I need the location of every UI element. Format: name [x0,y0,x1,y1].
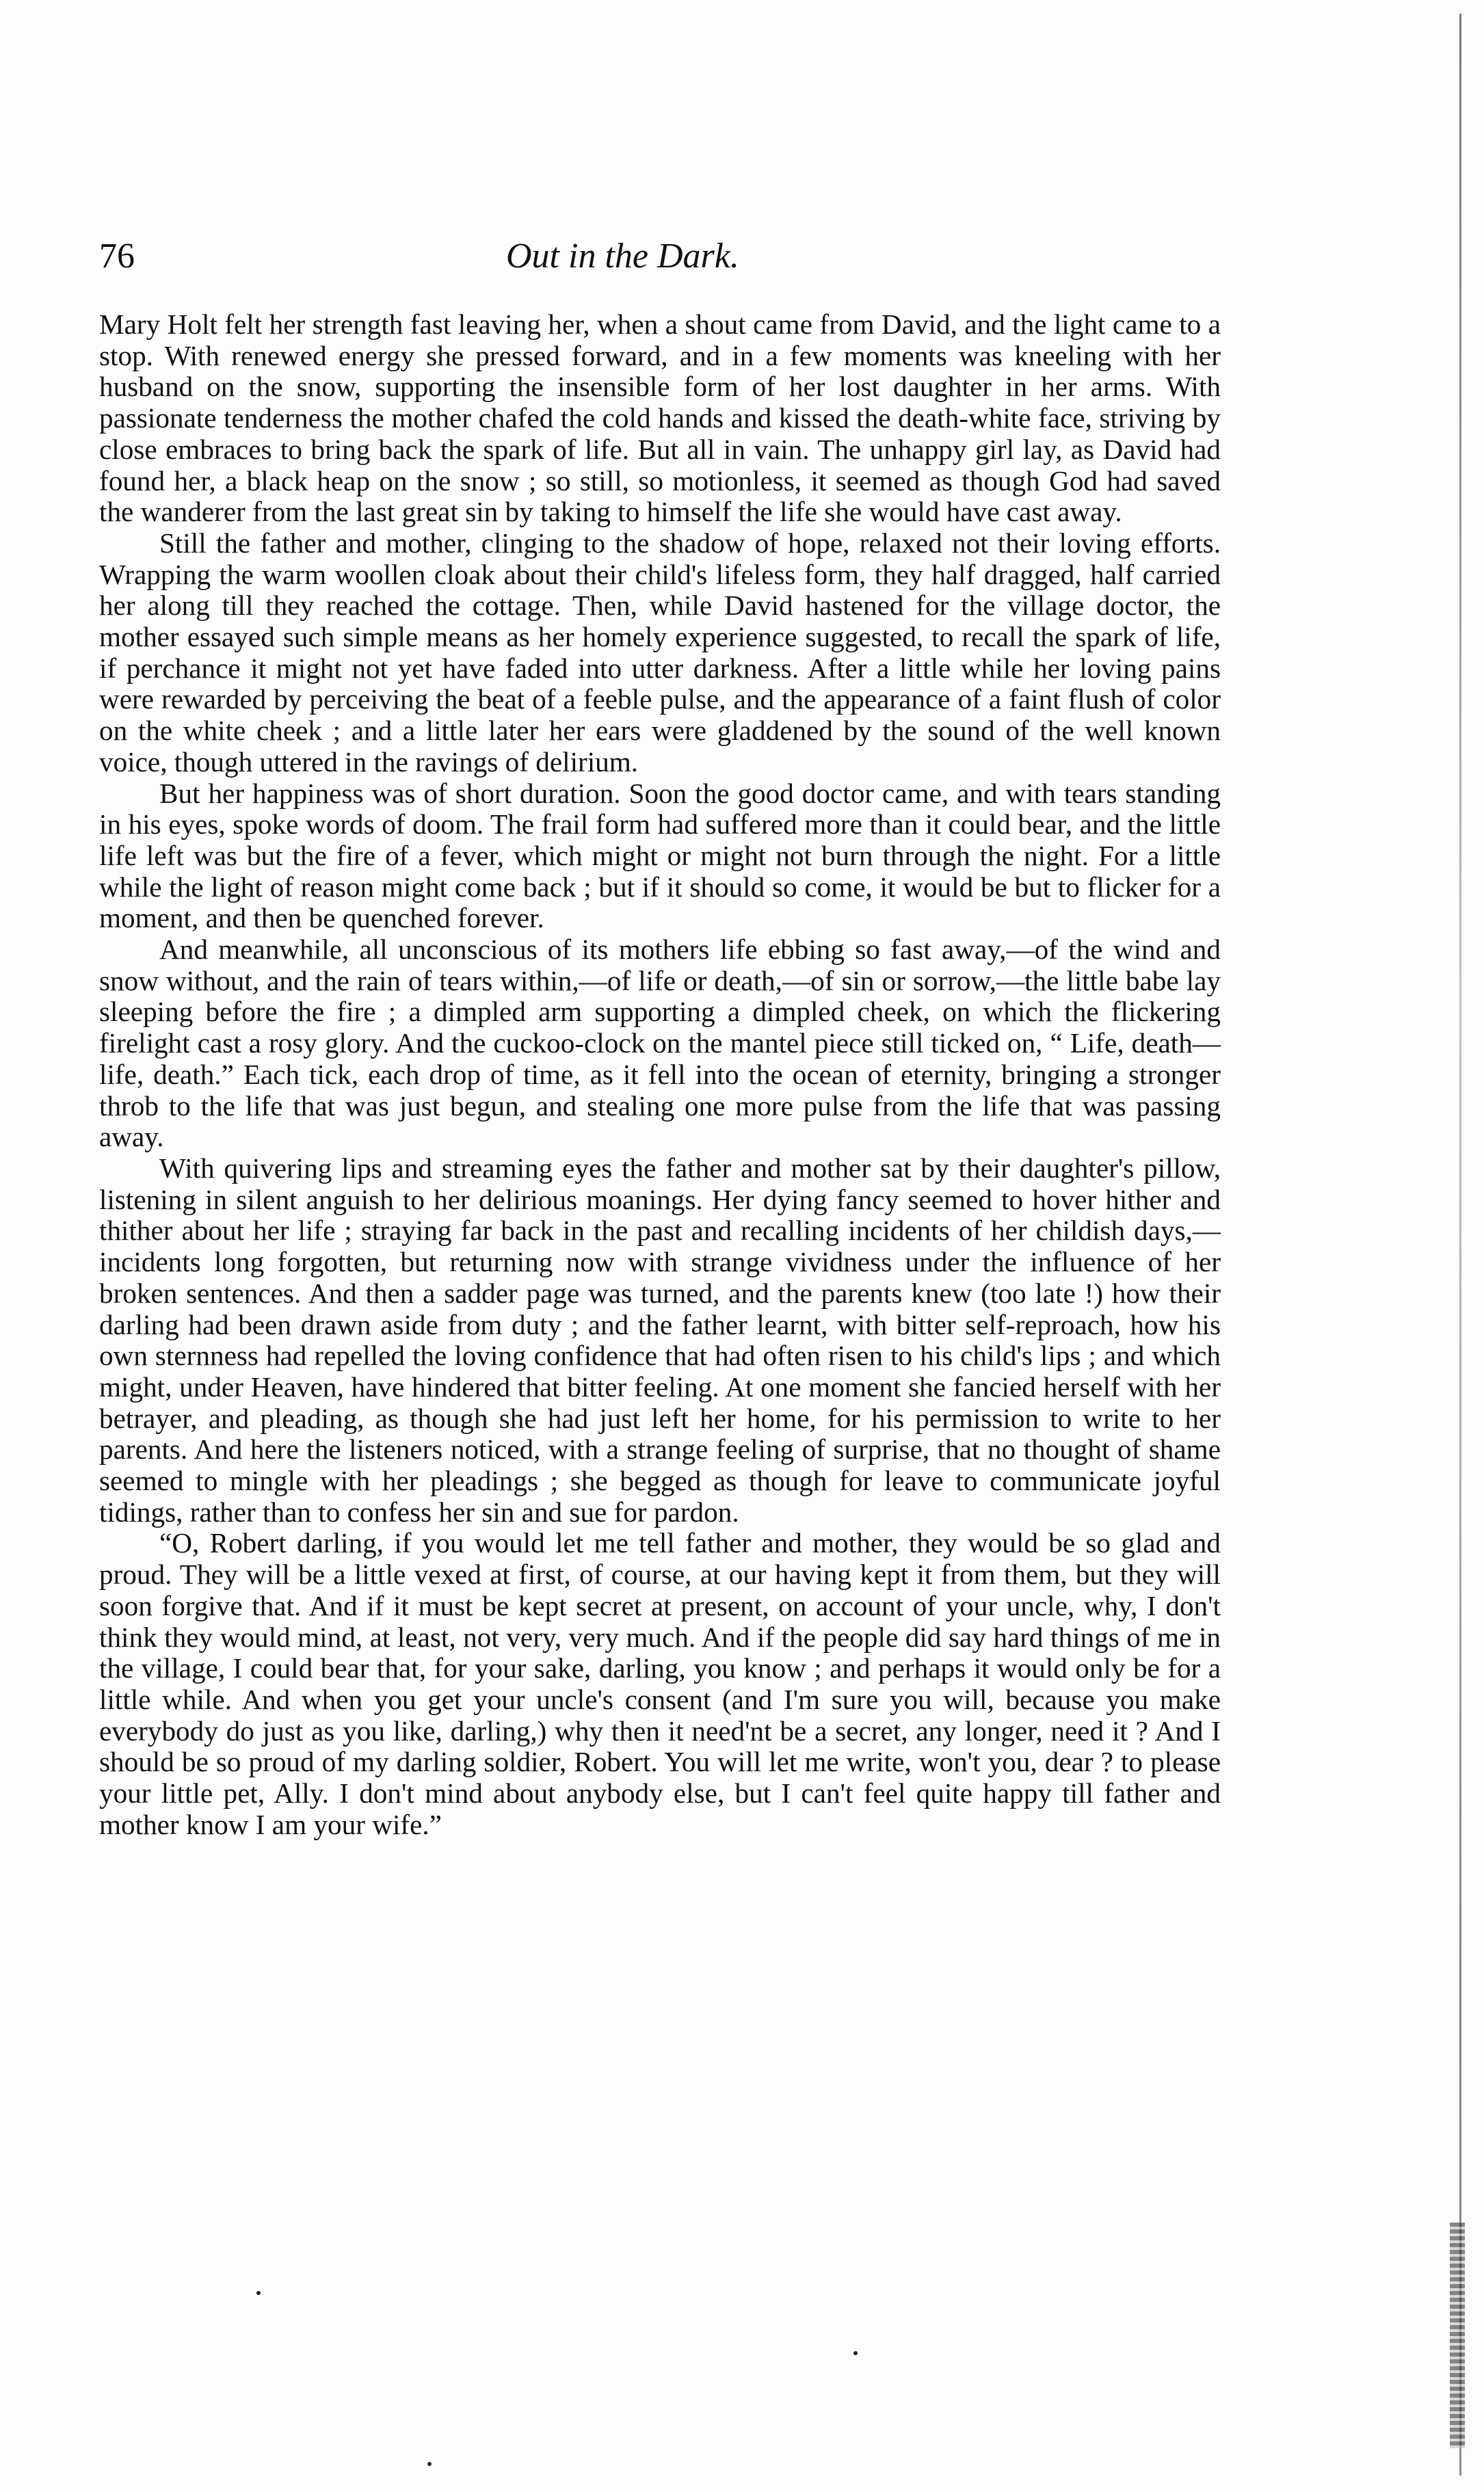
paragraph-3: But her happiness was of short duration. Soon the good doctor came, and with tears standing in his eyes, spoke words of doom. The frail form had suffered more than it could bear, and the little life left was but the fire of a fever, which might or might not burn through the night. For a little while the light of reason might come back ; but if it should so come, it would be but to flicker for a moment, and then be quenched forever. [99,777,1221,934]
ink-speck [427,2462,432,2466]
running-title: Out in the Dark. [506,237,739,276]
paragraph-5: With quivering lips and streaming eyes the father and mother sat by their daughter's pillow, listening in silent anguish to her delirious moanings. Her dying fancy seemed to hover hither and thither about her life ; straying far back in the past and recalling incidents of her childish days,—incidents long forgotten, but returning now with strange vividness under the influence of her broken sentences. And then a sadder page was turned, and the parents knew (too late !) how their darling had been drawn aside from duty ; and the father learnt, with bitter self-reproach, how his own sternness had repelled the loving confidence that had often risen to his child's lips ; and which might, under Heaven, have hindered that bitter feeling. At one moment she fancied herself with her betrayer, and pleading, as though she had just left her home, for his permission to write to her parents. And here the listeners noticed, with a strange feeling of surprise, that no thought of shame seemed to mingle with her pleadings ; she begged as though for leave to communicate joyful tidings, rather than to confess her sin and sue for pardon. [99,1152,1221,1528]
binding-line [1459,14,1461,2476]
binding-edge [1457,0,1463,2492]
page-header [99,229,1221,284]
paragraph-1: Mary Holt felt her strength fast leaving her, when a shout came from David, and the light came to a stop. With renewed energy she pressed forward, and in a few moments was kneeling with her husband on the snow, supporting the insensible form of her lost daughter in her arms. With passionate tenderness the mother chafed the cold hands and kissed the death-white face, striving by close embraces to bring back the spark of life. But all in vain. The unhappy girl lay, as David had found her, a black heap on the snow ; so still, so motionless, it seemed as though God had saved the wanderer from the last great sin by taking to himself the life she would have cast away. [99,308,1221,528]
paragraph-2: Still the father and mother, clinging to the shadow of hope, relaxed not their loving efforts. Wrapping the warm woollen cloak about their child's lifeless form, they half dragged, half carried her along till they reached the cottage. Then, while David hastened for the village doctor, the mother essayed such simple means as her homely experience suggested, to recall the spark of life, if perchance it might not yet have faded into utter darkness. After a little while her loving pains were rewarded by perceiving the beat of a feeble pulse, and the appearance of a faint flush of color on the white cheek ; and a little later her ears were gladdened by the sound of the well known voice, though uttered in the ravings of delirium. [99,527,1221,778]
paragraph-4: And meanwhile, all unconscious of its mothers life ebbing so fast away,—of the wind and snow without, and the rain of tears within,—of life or death,—of sin or sorrow,—the little babe lay sleeping before the fire ; a dimpled arm supporting a dimpled cheek, on which the flickering firelight cast a rosy glory. And the cuckoo-clock on the mantel piece still ticked on, “ Life, death—life, death.” Each tick, each drop of time, as it fell into the ocean of eternity, bringing a stronger throb to the life that was just begun, and stealing one more pulse from the life that was passing away. [99,933,1221,1153]
ink-speck [853,2351,858,2355]
ink-speck [256,2291,261,2295]
body-text [99,309,1221,1840]
page-number: 76 [99,237,135,276]
paragraph-6: “O, Robert darling, if you would let me tell father and mother, they would be so glad and proud. They will be a little vexed at first, of course, at our having kept it from them, but they will soon forgive that. And if it must be kept secret at present, on account of your uncle, why, I don't think they would mind, at least, not very, very much. And if the people did say hard things of me in the village, I could bear that, for your sake, darling, you know ; and perhaps it would only be for a little while. And when you get your uncle's consent (and I'm sure you will, because you make everybody do just as you like, darling,) why then it need'nt be a secret, any longer, need it ? And I should be so proud of my darling soldier, Robert. You will let me write, won't you, dear ? to please your little pet, Ally. I don't mind about anybody else, but I can't feel quite happy till father and mother know I am your wife.” [99,1527,1221,1840]
binding-smudge [1450,2223,1465,2448]
